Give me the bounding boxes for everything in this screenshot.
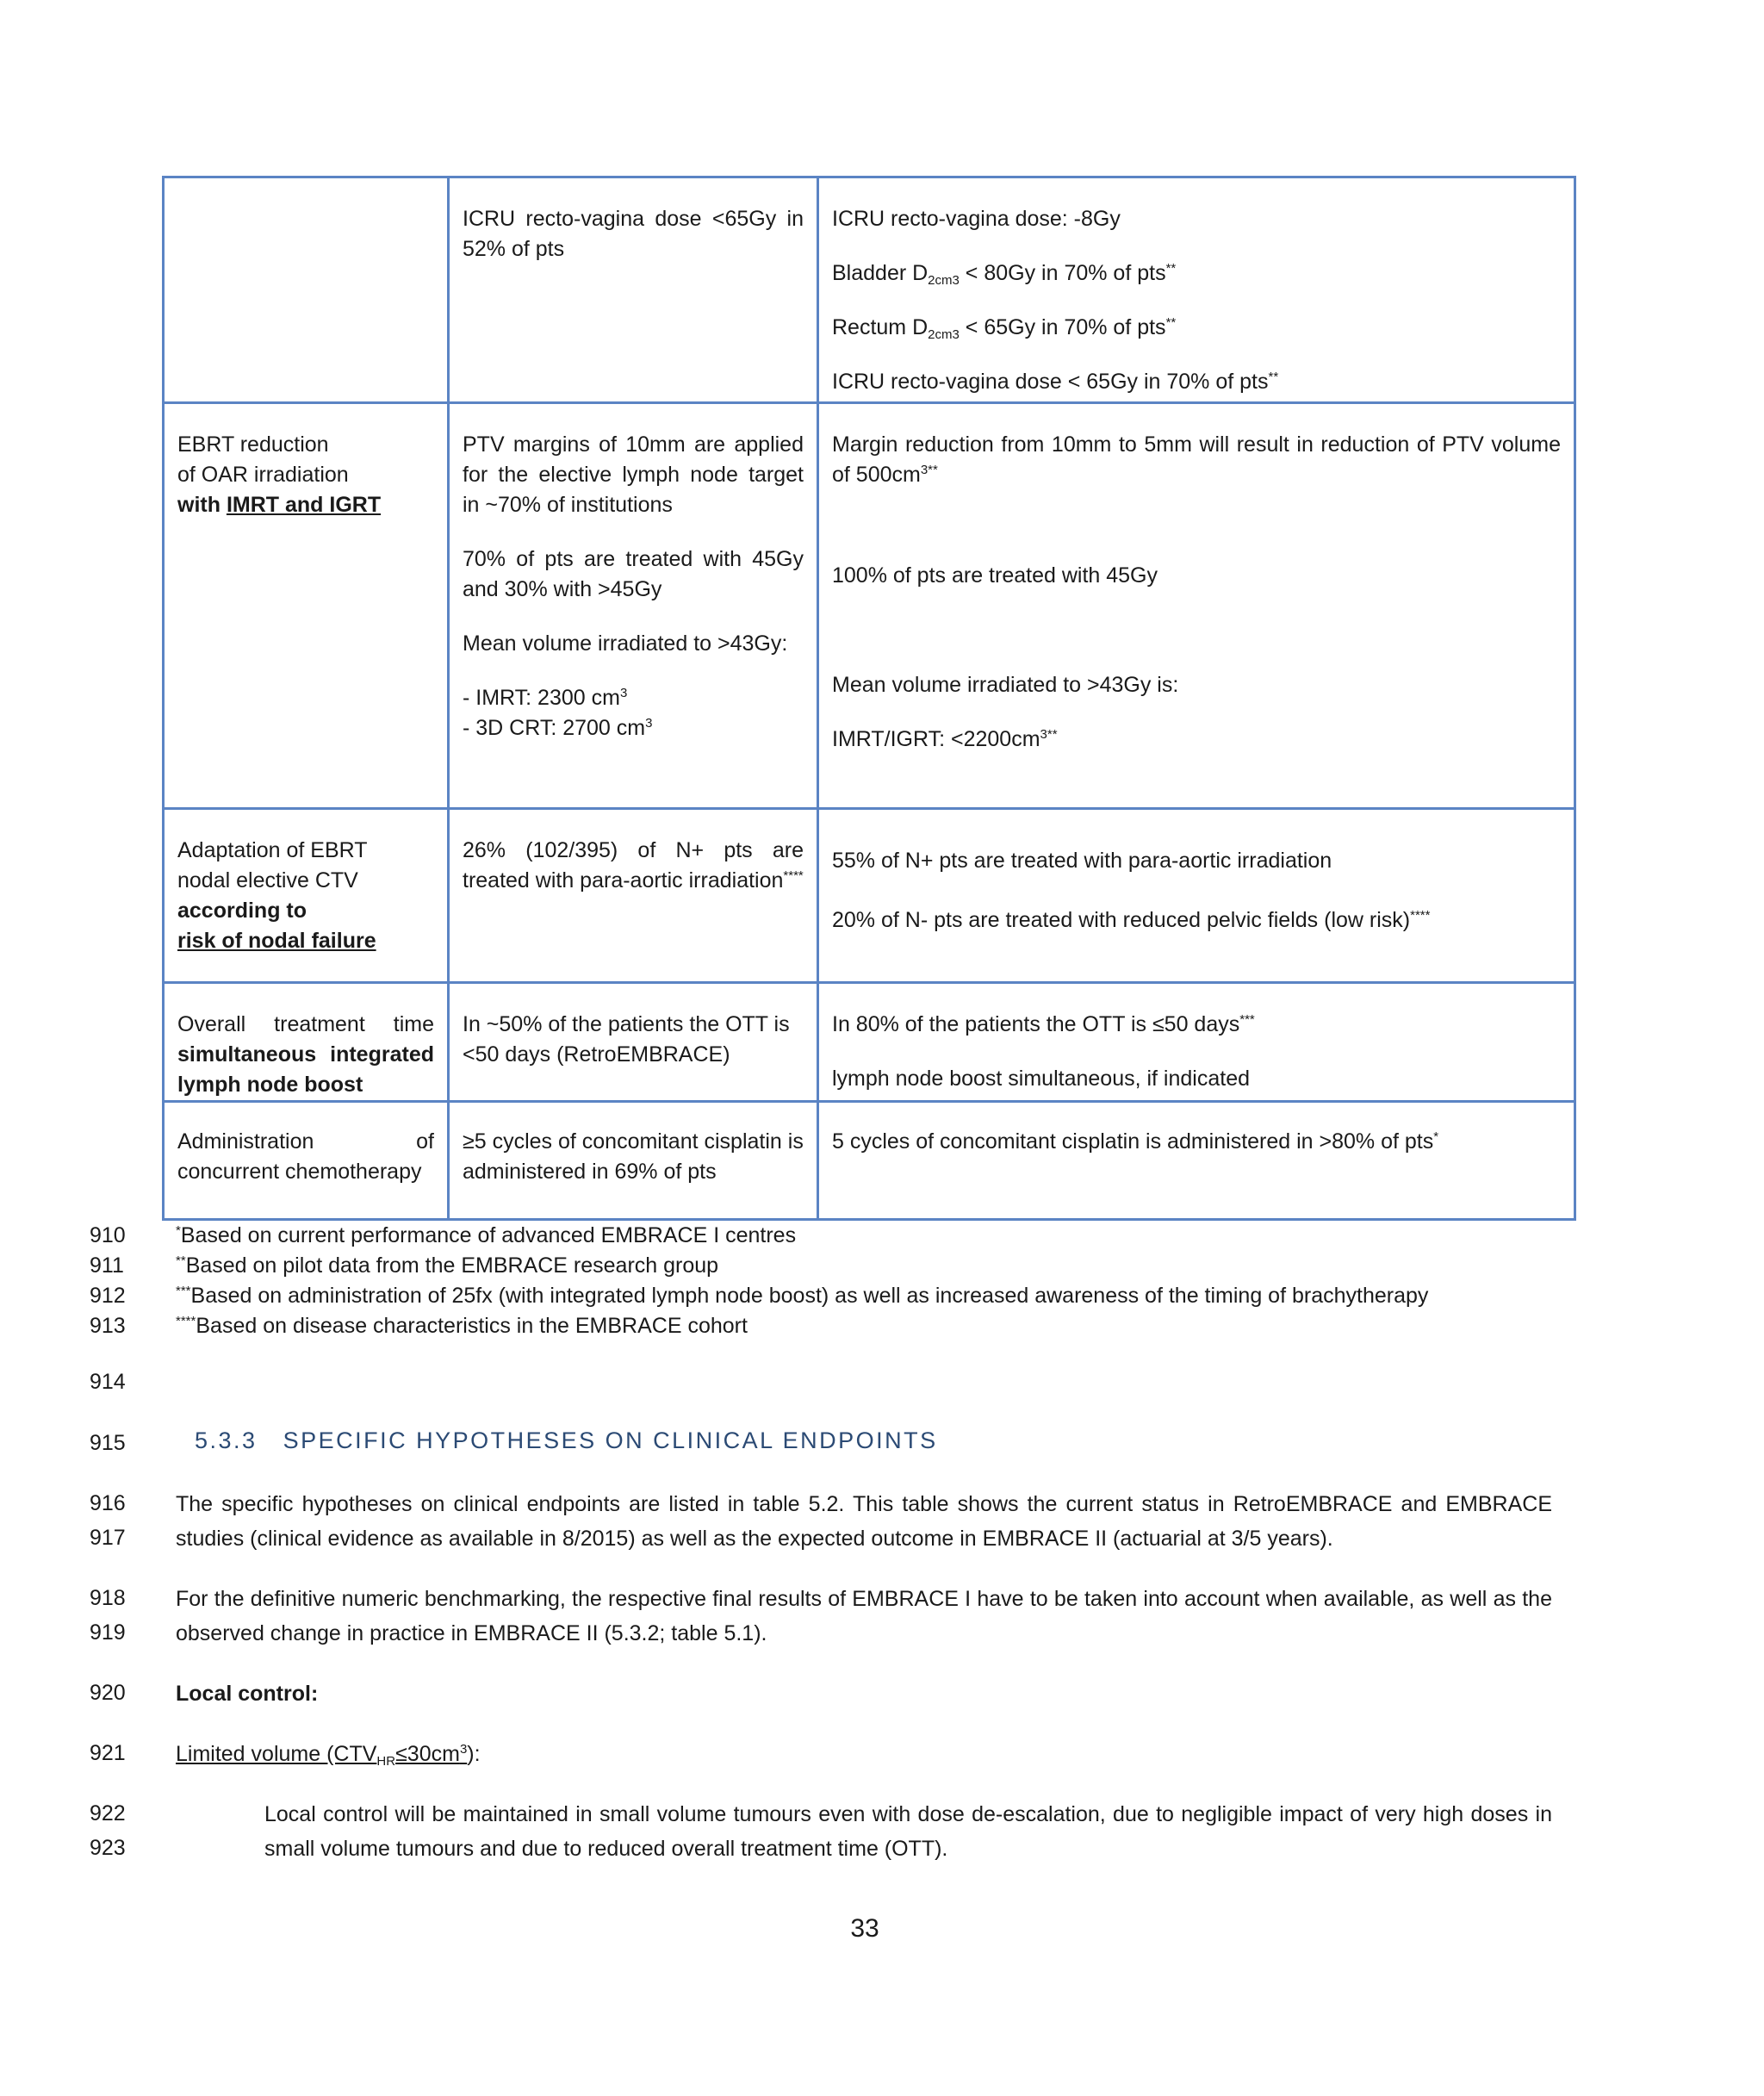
table-cell [449, 983, 818, 1102]
line-number: 921 [90, 1741, 126, 1765]
table-cell [818, 1102, 1575, 1220]
table-cell [449, 1102, 818, 1220]
table-row [164, 177, 1575, 403]
cell-text: Mean volume irradiated to >43Gy: [463, 631, 788, 656]
footnote: ***Based on administration of 25fx (with integrated lymph node boost) as well as increased awareness of the timing of brachytherapy [176, 1284, 1429, 1308]
line-number: 923 [90, 1836, 126, 1860]
table-cell [449, 177, 818, 403]
line-number: 916 [90, 1491, 126, 1515]
cell-text: 5 cycles of concomitant cisplatin is administered in >80% of pts* [832, 1129, 1439, 1154]
table-cell [449, 403, 818, 809]
cell-text: ICRU recto-vagina dose < 65Gy in 70% of pts** [832, 370, 1279, 394]
cell-text: lymph node boost simultaneous, if indicated [832, 1067, 1251, 1091]
subheading-local-control: Local control: [176, 1682, 319, 1706]
hypotheses-table [162, 176, 1576, 1221]
page-number: 33 [850, 1914, 879, 1943]
cell-text: Mean volume irradiated to >43Gy is: [832, 673, 1179, 697]
table-cell [818, 403, 1575, 809]
cell-text: - 3D CRT: 2700 $cm^3$ [463, 716, 653, 740]
cell-text: 20% of N- pts are treated with reduced pelvic fields (low risk)**** [832, 908, 1431, 932]
line-number: 910 [90, 1223, 126, 1247]
cell-text: of OAR irradiation [177, 463, 349, 487]
cell-text: 70% of pts are treated with 45Gy and 30% with >45Gy [463, 547, 804, 601]
table-row [164, 983, 1575, 1102]
line-number: 918 [90, 1586, 126, 1610]
cell-text: Overall treatment time simultaneous integrated lymph node boost [177, 1012, 434, 1097]
table-cell [164, 1102, 449, 1220]
table-row [164, 1102, 1575, 1220]
cell-text: In 80% of the patients the OTT is ≤50 days*** [832, 1012, 1255, 1036]
footnote: *Based on current performance of advanced EMBRACE I centres [176, 1223, 797, 1247]
line-number: 920 [90, 1681, 126, 1705]
cell-text: ICRU recto-vagina dose: -8Gy [832, 207, 1121, 231]
subheading-limited-volume: Limited volume $(CTV_{HR}\le 30cm^3)$: [176, 1742, 481, 1769]
cell-text: IMRT/IGRT: $<2200cm^{3**}$ [832, 727, 1058, 751]
table-cell [818, 177, 1575, 403]
line-number: 913 [90, 1314, 126, 1338]
cell-text: Margin reduction from 10mm to 5mm will result in reduction of PTV volume of $500cm^{3**}$ [832, 432, 1561, 487]
cell-text: 100% of pts are treated with 45Gy [832, 563, 1158, 588]
cell-text: Administration of concurrent chemotherapy [177, 1129, 434, 1184]
table-row [164, 809, 1575, 983]
footnote: ****Based on disease characteristics in the EMBRACE cohort [176, 1314, 748, 1338]
table-row [164, 403, 1575, 809]
paragraph: The specific hypotheses on clinical endpoints are listed in table 5.2. This table shows the current status in RetroEMBRACE and EMBRACE studies (clinical evidence as available in 8/2015) as well as the expected outcome in EMBRACE II (actuarial at 3/5 years). [176, 1492, 1552, 1551]
line-number: 922 [90, 1801, 126, 1825]
paragraph: For the definitive numeric benchmarking, the respective final results of EMBRACE I have to be taken into account when available, as well as the observed change in practice in EMBRACE II (5.3.2; table 5.1). [176, 1587, 1552, 1645]
cell-text: risk of nodal failure [177, 929, 376, 953]
cell-text: - IMRT: 2300 $cm^3$ [463, 686, 628, 710]
line-number: 915 [90, 1431, 126, 1455]
line-number: 914 [90, 1370, 126, 1394]
table-cell [164, 809, 449, 983]
table-cell [164, 403, 449, 809]
cell-text: nodal elective CTV [177, 868, 358, 893]
cell-text: Adaptation of EBRT [177, 838, 368, 862]
cell-text: 55% of N+ pts are treated with para-aortic irradiation [832, 849, 1332, 873]
cell-text: according to [177, 899, 307, 923]
footnote: **Based on pilot data from the EMBRACE research group [176, 1253, 719, 1278]
line-number: 919 [90, 1620, 126, 1645]
cell-text: Bladder $D_{2cm3} < 80Gy$ in 70% of pts** [832, 261, 1177, 288]
table-cell [818, 983, 1575, 1102]
paragraph: Local control will be maintained in small volume tumours even with dose de-escalation, due to negligible impact of very high doses in small volume tumours and due to reduced overall treatment time (OTT). [264, 1802, 1552, 1861]
cell-text: Rectum $D_{2cm3} < 65Gy$ in 70% of pts** [832, 315, 1177, 342]
table-cell [164, 177, 449, 403]
cell-text: with IMRT and IGRT [177, 493, 382, 517]
line-number: 917 [90, 1526, 126, 1550]
table-cell [818, 809, 1575, 983]
cell-text: In ~50% of the patients the OTT is <50 days (RetroEMBRACE) [463, 1012, 790, 1067]
cell-text: ICRU recto-vagina dose <65Gy in 52% of pts [463, 207, 804, 261]
table-cell [164, 983, 449, 1102]
section-heading: 5.3.3 SPECIFIC HYPOTHESES ON CLINICAL ENDPOINTS [195, 1427, 938, 1453]
cell-text: PTV margins of 10mm are applied for the elective lymph node target in ~70% of institutions [463, 432, 804, 517]
line-number: 911 [90, 1253, 124, 1278]
table-cell [449, 809, 818, 983]
line-number: 912 [90, 1284, 126, 1308]
cell-text: EBRT reduction [177, 432, 329, 457]
cell-text: 26% (102/395) of N+ pts are treated with para-aortic irradiation**** [463, 838, 804, 893]
cell-text: ≥5 cycles of concomitant cisplatin is administered in 69% of pts [463, 1129, 804, 1184]
